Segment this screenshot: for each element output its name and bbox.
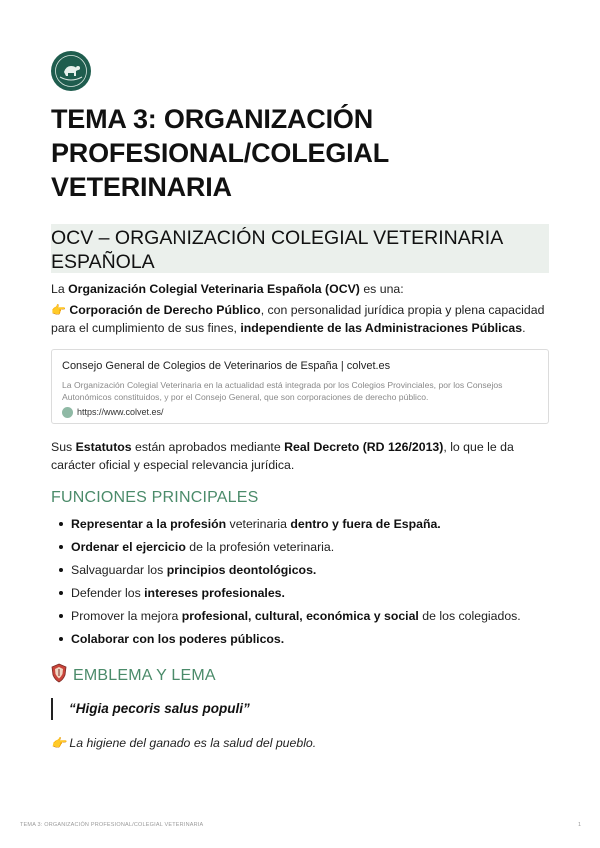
list-item: Defender los intereses profesionales. [51, 584, 551, 607]
motto-translation-text: La higiene del ganado es la salud del pueblo. [65, 736, 317, 750]
list-item: Ordenar el ejercicio de la profesión veterinaria. [51, 538, 551, 561]
intro-text-end: es una: [359, 282, 404, 296]
functions-list [51, 515, 551, 653]
bookmark-url[interactable]: https://www.colvet.es/ [77, 407, 164, 417]
functions-heading: FUNCIONES PRINCIPALES [51, 489, 259, 506]
emblem-heading-text: EMBLEMA Y LEMA [73, 667, 216, 684]
bookmark-url-row[interactable] [62, 406, 538, 418]
definition-bold-1: Corporación de Derecho Público [69, 303, 261, 317]
list-item: Colaborar con los poderes públicos. [51, 630, 551, 653]
footer-title: TEMA 3: ORGANIZACIÓN PROFESIONAL/COLEGIAL VETERINARIA [20, 822, 204, 828]
bookmark-description: La Organización Colegial Veterinaria en la actualidad está integrada por los Colegios Provinciales, por los Consejos Autonómicos constituidos, y por el Consejo General, que son corporaciones de derecho público. [62, 380, 503, 402]
list-item: Promover la mejora profesional, cultural, económica y social de los colegiados. [51, 607, 551, 630]
intro-bold: Organización Colegial Veterinaria Española (OCV) [68, 282, 360, 296]
intro-paragraph [51, 280, 551, 298]
logo-seal-icon [51, 51, 91, 91]
pointing-hand-icon: 👉 [51, 736, 66, 750]
list-item: Salvaguardar los principios deontológicos. [51, 561, 551, 584]
motto-translation [51, 734, 316, 752]
list-item: Representar a la profesión veterinaria dentro y fuera de España. [51, 515, 551, 538]
shield-icon [51, 663, 67, 683]
definition-end: . [522, 321, 526, 335]
definition-bold-2: independiente de las Administraciones Públicas [240, 321, 523, 335]
statutes-bold-2: Real Decreto (RD 126/2013) [284, 440, 444, 454]
bookmark-title: Consejo General de Colegios de Veterinarios de España | colvet.es [62, 360, 391, 372]
statutes-text-mid: están aprobados mediante [131, 440, 285, 454]
statutes-bold-1: Estatutos [75, 440, 132, 454]
intro-text: La [51, 282, 69, 296]
pointing-hand-icon: 👉 [51, 303, 66, 317]
motto-quote: “Higia pecoris salus populi” [51, 698, 250, 720]
page-number: 1 [577, 822, 581, 828]
statutes-text: Sus [51, 440, 76, 454]
section-heading: OCV – ORGANIZACIÓN COLEGIAL VETERINARIA ESPAÑOLA [51, 227, 503, 273]
definition-paragraph [51, 301, 551, 337]
emblem-heading [51, 663, 216, 686]
page-title: TEMA 3: ORGANIZACIÓN PROFESIONAL/COLEGIAL VETERINARIA [51, 104, 389, 202]
statutes-paragraph [51, 438, 551, 474]
definition-text: , con personalidad jurídica propia y plena capacidad para el cumplimiento de sus fines, [51, 303, 545, 335]
statutes-text-end: , lo que le da carácter oficial y especial relevancia jurídica. [51, 440, 514, 472]
bookmark-card[interactable] [51, 349, 549, 424]
globe-icon [62, 407, 73, 418]
